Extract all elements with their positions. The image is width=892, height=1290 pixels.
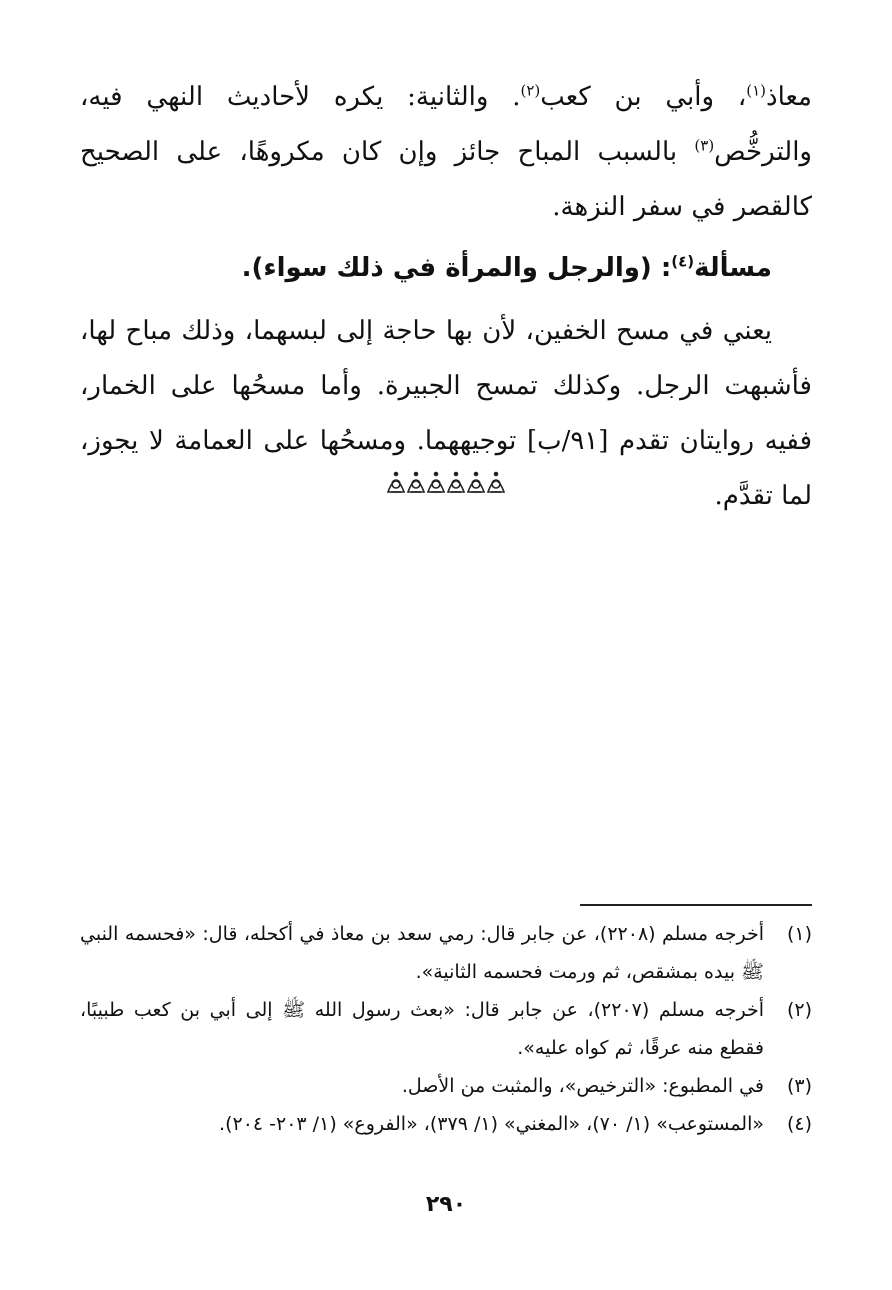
paragraph-explanation: يعني في مسح الخفين، لأن بها حاجة إلى لبسهما، وذلك مباح لها، فأشبهت الرجل. وكذلك تمسح الجبيرة. وأما مسحُها على الخمار، ففيه روايتان تقدم [٩١/ب] توجيههما. ومسحُها على العمامة لا يجوز، لما تقدَّم. (80, 316, 813, 511)
footnote-text: «المستوعب» (١/ ٧٠)، «المغني» (١/ ٣٧٩)، «الفروع» (١/ ٢٠٣- ٢٠٤). (219, 1113, 764, 1135)
footnote-3 (80, 1067, 812, 1105)
footnote-number: (٣) (786, 1075, 812, 1097)
footnote-text: في المطبوع: «الترخيص»، والمثبت من الأصل. (401, 1075, 764, 1097)
footnote-ref-1[interactable]: (١) (746, 81, 767, 100)
footnote-2 (80, 991, 812, 1067)
text-segment: بالسبب المباح جائز وإن كان مكروهًا، على الصحيح كالقصر في سفر النزهة. (80, 137, 812, 222)
footnote-ref-3[interactable]: (٣) (694, 136, 715, 155)
page-number: ٢٩٠ (425, 1192, 467, 1217)
footnote-1 (80, 915, 812, 991)
footnote-text: أخرجه مسلم (٢٢٠٧)، عن جابر قال: «بعث رسول الله ﷺ إلى أبي بن كعب طبيبًا، فقطع منه عرقًا، ثم كواه عليه». (80, 999, 764, 1059)
paragraph-continuation (80, 70, 812, 235)
main-text (80, 70, 812, 524)
text-segment: معاذ (766, 82, 812, 112)
footnote-divider (580, 904, 812, 906)
footnotes-section (80, 915, 812, 1143)
footnote-text: أخرجه مسلم (٢٢٠٨)، عن جابر قال: رمي سعد بن معاذ في أكحله، قال: «فحسمه النبي ﷺ بيده بمشقص، ثم ورمت فحسمه الثانية». (80, 923, 764, 983)
text-segment: ، وأبي بن كعب (540, 82, 747, 112)
text-segment: . والثانية: يكره لأحاديث النهي فيه، والترخُّص (80, 82, 812, 167)
masala-heading (80, 241, 812, 296)
masala-text: : (والرجل والمرأة في ذلك سواء). (241, 253, 672, 283)
masala-label: مسألة (694, 253, 772, 283)
floral-ornament-icon (0, 468, 892, 500)
footnote-ref-4[interactable]: (٤) (671, 252, 695, 271)
footnote-number: (٢) (786, 999, 812, 1021)
footnote-4 (80, 1105, 812, 1143)
footnote-ref-2[interactable]: (٢) (520, 81, 541, 100)
footnote-number: (٤) (786, 1113, 812, 1135)
footnote-number: (١) (786, 923, 812, 945)
